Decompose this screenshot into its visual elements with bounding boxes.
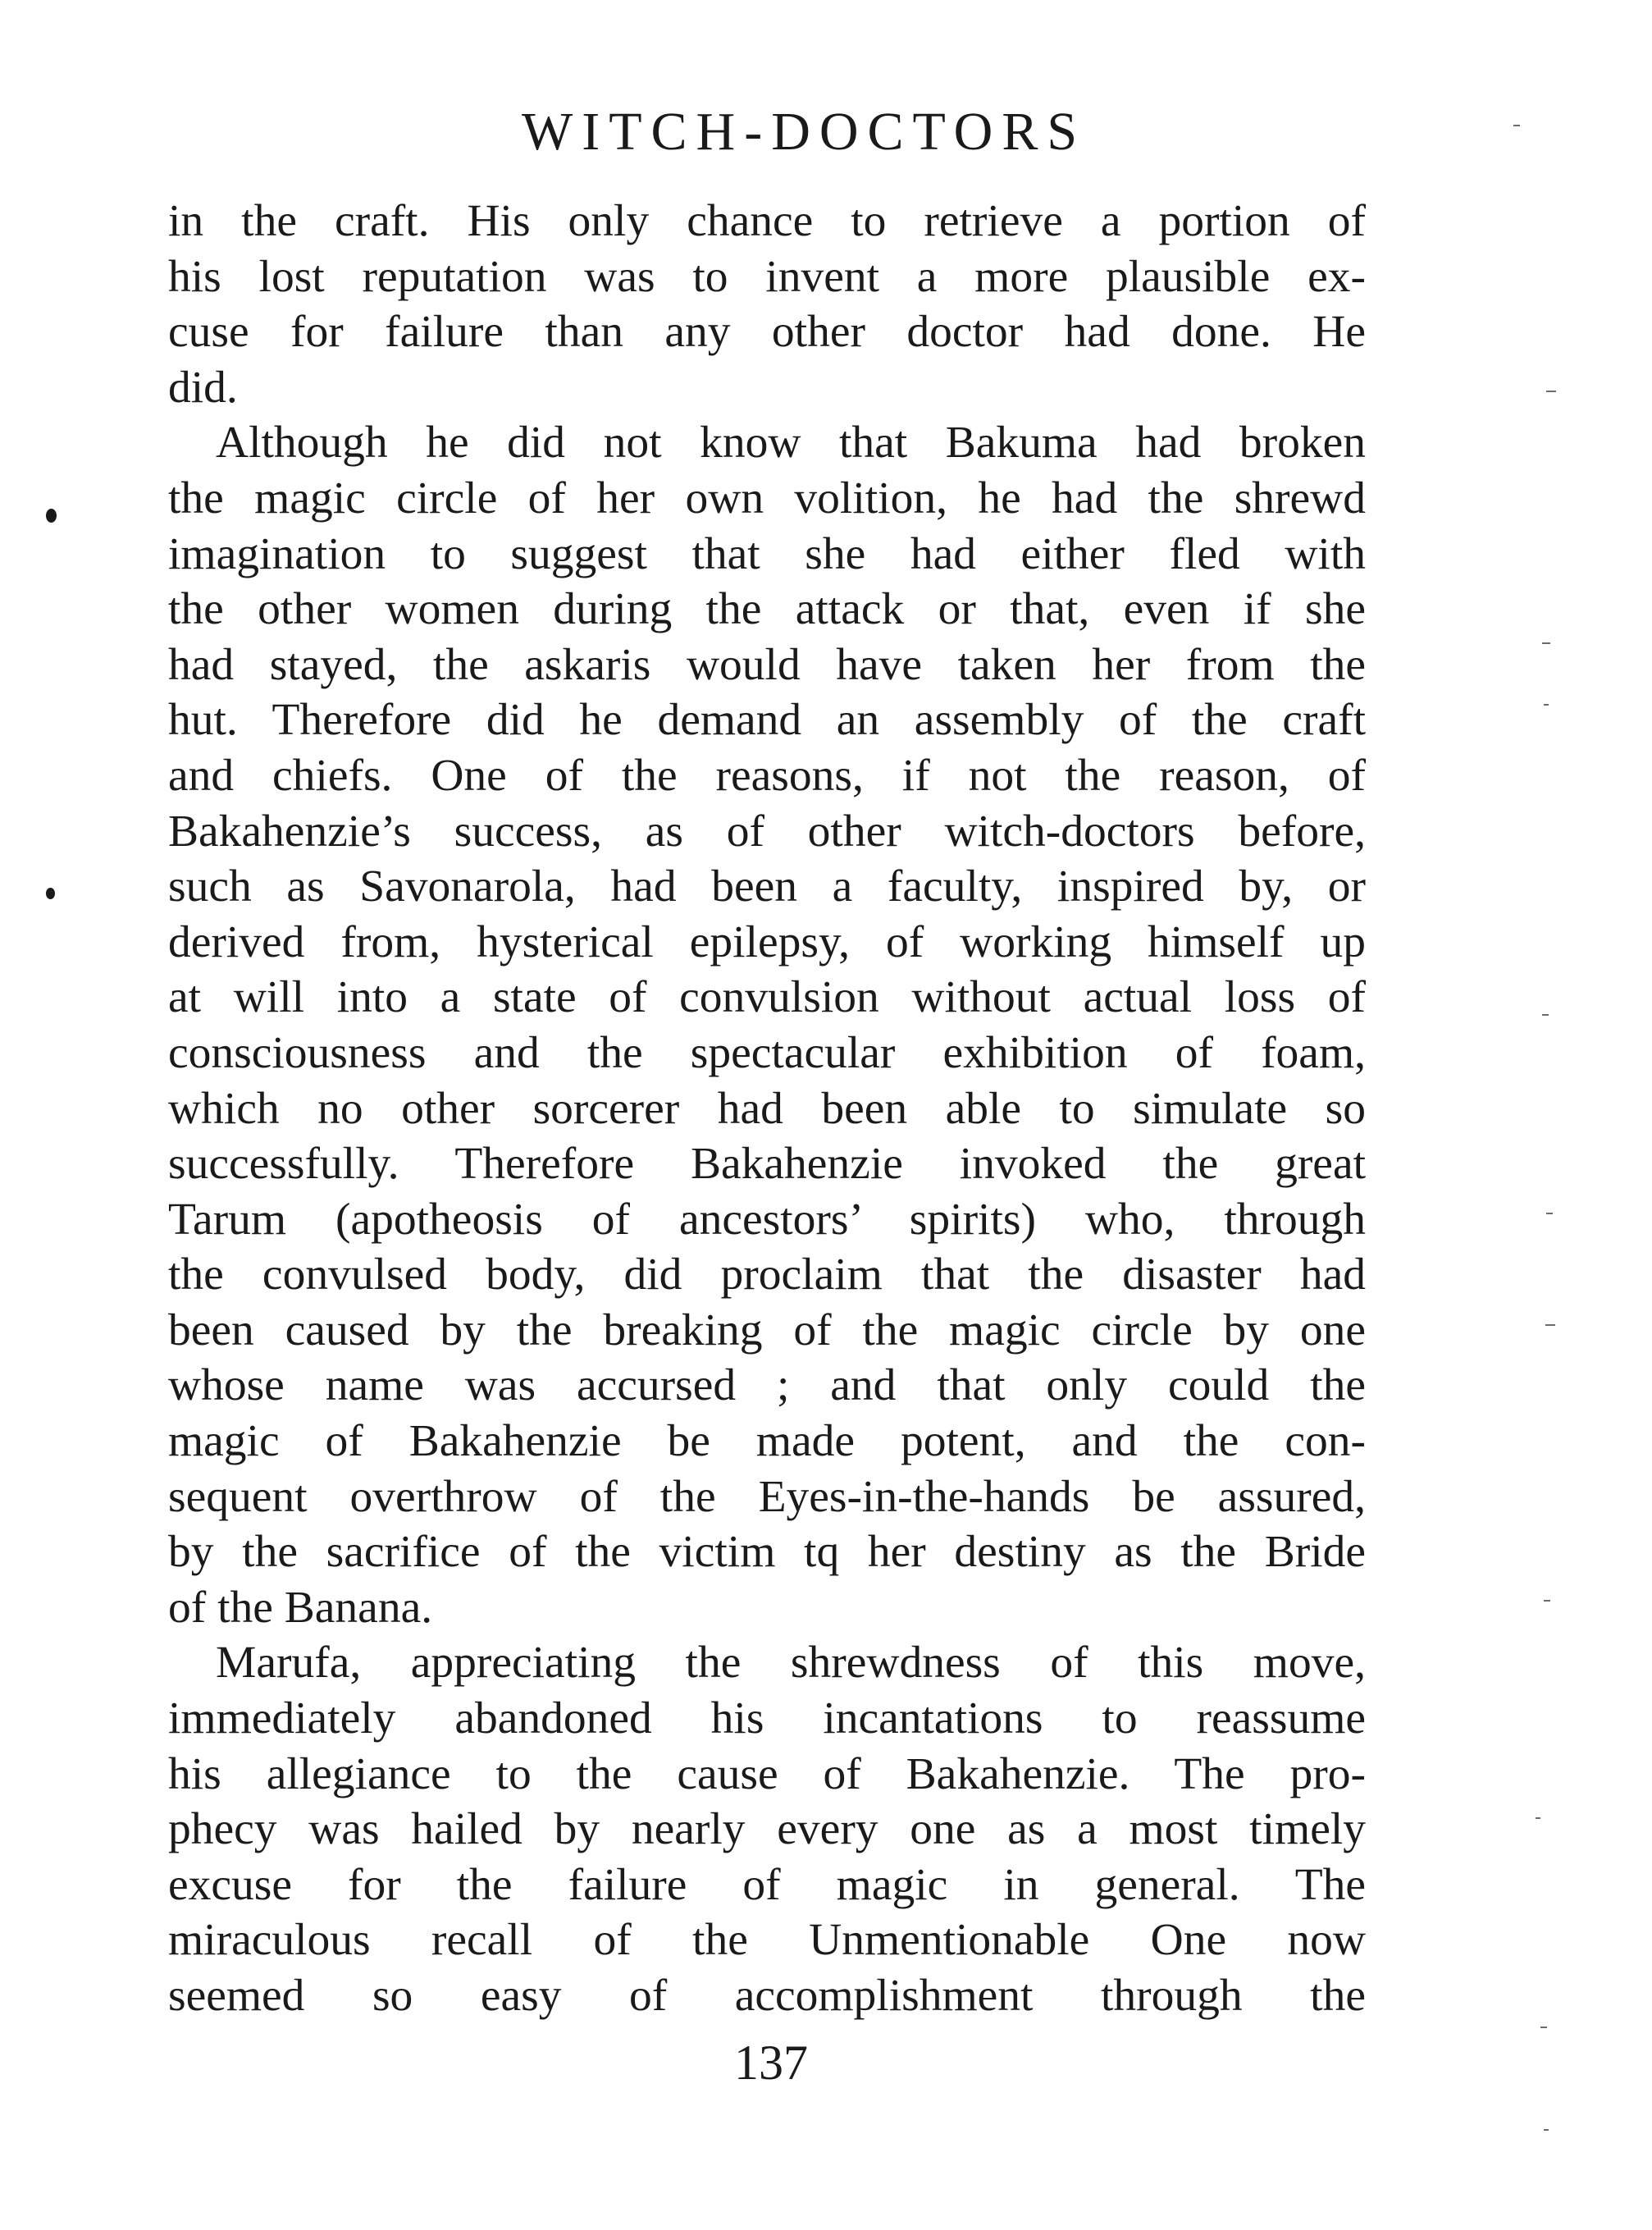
text-line: by the sacrifice of the victim tq her destiny as the Bride	[168, 1527, 1366, 1578]
text-line: whose name was accursed ; and that only could the	[168, 1360, 1366, 1411]
text-line: miraculous recall of the Unmentionable One now	[168, 1915, 1366, 1966]
text-line: in the craft. His only chance to retrieve a portion of	[168, 196, 1366, 246]
text-line: hut. Therefore did he demand an assembly of the craft	[168, 695, 1366, 746]
margin-mark	[46, 888, 55, 899]
edge-speck	[1544, 1600, 1550, 1602]
text-line: Tarum (apotheosis of ancestors’ spirits) who, through	[168, 1194, 1366, 1245]
text-line: the magic circle of her own volition, he had the shrewd	[168, 473, 1366, 523]
text-line: been caused by the breaking of the magic circle by one	[168, 1305, 1366, 1355]
edge-speck	[1546, 1213, 1553, 1214]
edge-speck	[1544, 704, 1549, 706]
edge-speck	[1536, 1817, 1540, 1819]
edge-speck	[1544, 2129, 1549, 2131]
text-line: his allegiance to the cause of Bakahenzie. The pro-	[168, 1748, 1366, 1799]
text-line: imagination to suggest that she had either fled with	[168, 528, 1366, 579]
text-line: immediately abandoned his incantations to reassume	[168, 1693, 1366, 1744]
text-line: his lost reputation was to invent a more plausible ex-	[168, 251, 1366, 302]
edge-speck	[1513, 125, 1520, 126]
text-line: sequent overthrow of the Eyes-in-the-hands be assured,	[168, 1471, 1366, 1522]
text-line: Although he did not know that Bakuma had broken	[216, 418, 1366, 468]
text-line: Bakahenzie’s success, as of other witch-doctors before,	[168, 806, 1366, 857]
text-line: had stayed, the askaris would have taken her from the	[168, 639, 1366, 690]
edge-speck	[1545, 1324, 1555, 1326]
page-number: 137	[734, 2036, 808, 2090]
text-line: the convulsed body, did proclaim that the disaster had	[168, 1250, 1366, 1300]
text-line: the other women during the attack or that, even if she	[168, 584, 1366, 635]
text-line: derived from, hysterical epilepsy, of working himself up	[168, 916, 1366, 967]
edge-speck	[1540, 2027, 1547, 2028]
text-line: successfully. Therefore Bakahenzie invoked the great	[168, 1139, 1366, 1190]
text-line: excuse for the failure of magic in general. The	[168, 1859, 1366, 1910]
edge-speck	[1542, 1014, 1549, 1016]
text-line: phecy was hailed by nearly every one as a most timely	[168, 1804, 1366, 1855]
text-line: at will into a state of convulsion without actual loss of	[168, 972, 1366, 1023]
edge-speck	[1546, 391, 1556, 392]
body-text	[168, 194, 1366, 2024]
text-line: which no other sorcerer had been able to simulate so	[168, 1083, 1366, 1134]
text-line: seemed so easy of accomplishment through the	[168, 1971, 1366, 2021]
text-line: such as Savonarola, had been a faculty, inspired by, or	[168, 861, 1366, 912]
text-line: and chiefs. One of the reasons, if not the reason, of	[168, 750, 1366, 801]
text-line: of the Banana.	[168, 1582, 433, 1633]
text-line: consciousness and the spectacular exhibition of foam,	[168, 1027, 1366, 1078]
edge-speck	[1542, 642, 1550, 644]
text-line: Marufa, appreciating the shrewdness of this move,	[216, 1638, 1366, 1688]
running-head: WITCH-DOCTORS	[521, 102, 1087, 162]
text-line: cuse for failure than any other doctor had done. He	[168, 307, 1366, 358]
margin-mark	[46, 509, 57, 523]
text-line: magic of Bakahenzie be made potent, and the con-	[168, 1416, 1366, 1467]
text-line: did.	[168, 362, 238, 413]
